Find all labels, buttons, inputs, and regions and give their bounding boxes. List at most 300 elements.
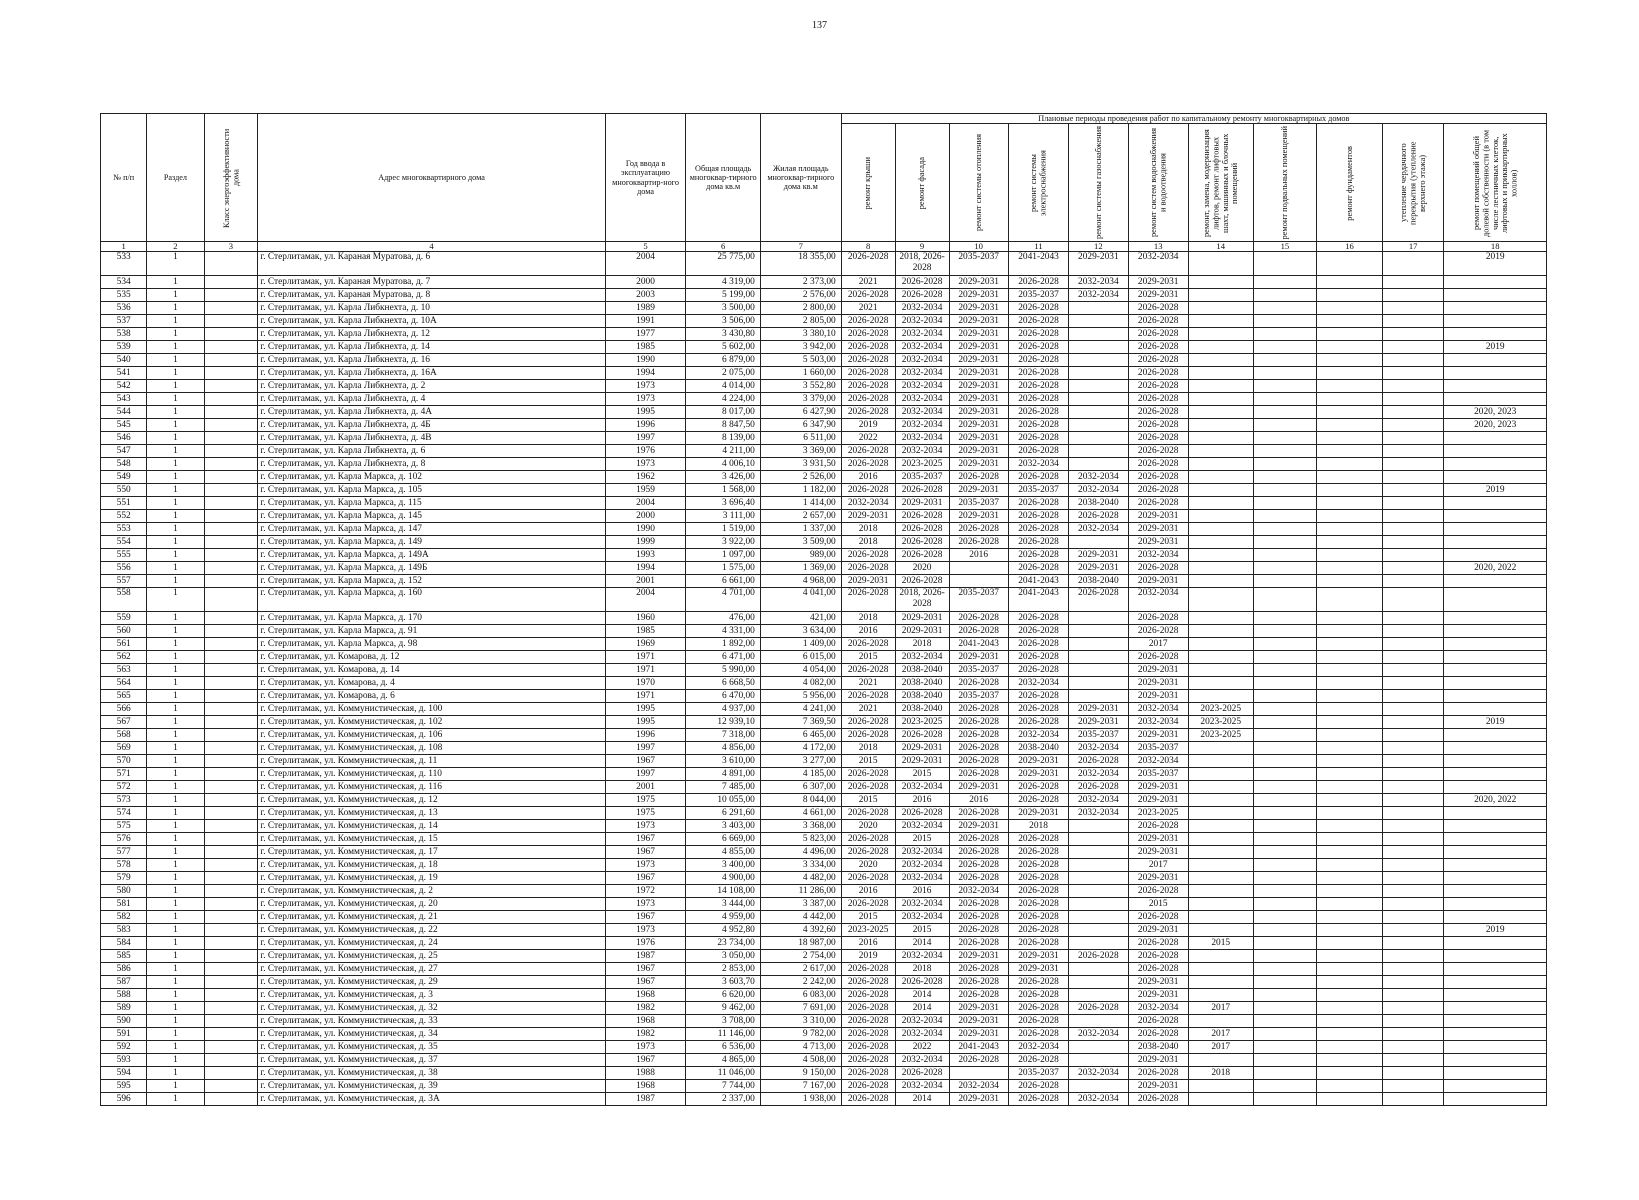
cell-no: 533 xyxy=(101,252,147,276)
cell-foundation xyxy=(1317,458,1383,471)
cell-basement xyxy=(1253,976,1317,989)
cell-basement xyxy=(1253,367,1317,380)
cell-living-area: 3 379,00 xyxy=(760,393,841,406)
page-number: 137 xyxy=(812,20,827,31)
cell-heating: 2016 xyxy=(949,794,1008,807)
cell-heating: 2029-2031 xyxy=(949,393,1008,406)
cell-section: 1 xyxy=(147,497,204,510)
cell-basement xyxy=(1253,664,1317,677)
cell-class xyxy=(204,612,258,625)
header-foundation: ремонт фундаментов xyxy=(1317,124,1383,242)
cell-class xyxy=(204,911,258,924)
cell-roof: 2020 xyxy=(841,859,895,872)
cell-total-area: 23 734,00 xyxy=(686,937,760,950)
cell-common xyxy=(1444,510,1547,523)
cell-heating: 2035-2037 xyxy=(949,252,1008,276)
cell-year: 1968 xyxy=(605,989,686,1002)
cell-address: г. Стерлитамак, ул. Карла Маркса, д. 98 xyxy=(258,638,605,651)
table-row xyxy=(101,625,1547,638)
cell-heating: 2035-2037 xyxy=(949,664,1008,677)
cell-total-area: 3 696,40 xyxy=(686,497,760,510)
cell-year: 1973 xyxy=(605,393,686,406)
cell-basement xyxy=(1253,562,1317,575)
cell-address: г. Стерлитамак, ул. Коммунистическая, д. 12 xyxy=(258,794,605,807)
cell-attic xyxy=(1382,497,1443,510)
cell-section: 1 xyxy=(147,302,204,315)
cell-foundation xyxy=(1317,289,1383,302)
table-row xyxy=(101,820,1547,833)
cell-foundation xyxy=(1317,328,1383,341)
cell-water: 2029-2031 xyxy=(1128,729,1188,742)
cell-address: г. Стерлитамак, ул. Карла Либкнехта, д. 6 xyxy=(258,445,605,458)
cell-common: 2019 xyxy=(1444,924,1547,937)
cell-foundation xyxy=(1317,1002,1383,1015)
cell-basement xyxy=(1253,380,1317,393)
cell-water: 2026-2028 xyxy=(1128,367,1188,380)
cell-no: 557 xyxy=(101,575,147,588)
cell-year: 1967 xyxy=(605,846,686,859)
cell-electric: 2035-2037 xyxy=(1008,1067,1068,1080)
cell-foundation xyxy=(1317,989,1383,1002)
cell-electric: 2026-2028 xyxy=(1008,625,1068,638)
cell-year: 1967 xyxy=(605,872,686,885)
cell-roof: 2026-2028 xyxy=(841,393,895,406)
cell-elevator: 2023-2025 xyxy=(1188,703,1253,716)
cell-basement xyxy=(1253,497,1317,510)
cell-roof: 2019 xyxy=(841,950,895,963)
cell-class xyxy=(204,1015,258,1028)
cell-class xyxy=(204,976,258,989)
cell-gas: 2032-2034 xyxy=(1069,289,1128,302)
cell-living-area: 3 380,10 xyxy=(760,328,841,341)
cell-heating: 2026-2028 xyxy=(949,703,1008,716)
cell-class xyxy=(204,833,258,846)
cell-living-area: 6 465,00 xyxy=(760,729,841,742)
cell-foundation xyxy=(1317,846,1383,859)
cell-roof: 2026-2028 xyxy=(841,445,895,458)
cell-electric: 2029-2031 xyxy=(1008,950,1068,963)
cell-facade: 2026-2028 xyxy=(895,276,949,289)
cell-total-area: 7 318,00 xyxy=(686,729,760,742)
cell-foundation xyxy=(1317,341,1383,354)
cell-address: г. Стерлитамак, ул. Карла Маркса, д. 115 xyxy=(258,497,605,510)
cell-total-area: 6 669,00 xyxy=(686,833,760,846)
cell-common: 2020, 2023 xyxy=(1444,419,1547,432)
cell-electric: 2038-2040 xyxy=(1008,742,1068,755)
cell-facade: 2026-2028 xyxy=(895,510,949,523)
cell-class xyxy=(204,1002,258,1015)
cell-attic xyxy=(1382,289,1443,302)
cell-basement xyxy=(1253,794,1317,807)
cell-heating: 2026-2028 xyxy=(949,716,1008,729)
cell-facade: 2032-2034 xyxy=(895,846,949,859)
cell-roof: 2026-2028 xyxy=(841,664,895,677)
cell-basement xyxy=(1253,716,1317,729)
cell-facade: 2018 xyxy=(895,963,949,976)
cell-water: 2026-2028 xyxy=(1128,911,1188,924)
cell-facade: 2026-2028 xyxy=(895,729,949,742)
cell-total-area: 3 708,00 xyxy=(686,1015,760,1028)
cell-basement xyxy=(1253,1093,1317,1106)
cell-total-area: 11 046,00 xyxy=(686,1067,760,1080)
cell-elevator xyxy=(1188,638,1253,651)
header-elevator: ремонт, замена, модернизация лифтов, ремонт лифтовых шахт, машинных и блочных помещений xyxy=(1188,124,1253,242)
table-row xyxy=(101,963,1547,976)
cell-facade: 2014 xyxy=(895,937,949,950)
header-living-area: Жилая площадь многоквар-тирного дома кв.м xyxy=(760,114,841,242)
cell-gas xyxy=(1069,690,1128,703)
cell-living-area: 1 182,00 xyxy=(760,484,841,497)
cell-year: 1996 xyxy=(605,729,686,742)
cell-year: 1989 xyxy=(605,302,686,315)
cell-no: 546 xyxy=(101,432,147,445)
cell-total-area: 6 879,00 xyxy=(686,354,760,367)
cell-elevator xyxy=(1188,625,1253,638)
cell-section: 1 xyxy=(147,820,204,833)
cell-facade: 2032-2034 xyxy=(895,302,949,315)
table-row xyxy=(101,445,1547,458)
cell-electric: 2032-2034 xyxy=(1008,1041,1068,1054)
cell-elevator xyxy=(1188,406,1253,419)
cell-total-area: 4 319,00 xyxy=(686,276,760,289)
cell-facade: 2016 xyxy=(895,794,949,807)
cell-gas: 2029-2031 xyxy=(1069,703,1128,716)
cell-water: 2026-2028 xyxy=(1128,612,1188,625)
cell-heating: 2029-2031 xyxy=(949,1002,1008,1015)
col-num-cell: 12 xyxy=(1069,242,1128,252)
cell-common xyxy=(1444,549,1547,562)
cell-roof: 2015 xyxy=(841,755,895,768)
cell-year: 1973 xyxy=(605,820,686,833)
cell-water: 2023-2025 xyxy=(1128,807,1188,820)
cell-elevator xyxy=(1188,794,1253,807)
cell-year: 1973 xyxy=(605,859,686,872)
table-row xyxy=(101,393,1547,406)
cell-heating: 2035-2037 xyxy=(949,690,1008,703)
cell-living-area: 2 657,00 xyxy=(760,510,841,523)
header-heating: ремонт системы отопления xyxy=(949,124,1008,242)
cell-year: 1985 xyxy=(605,625,686,638)
cell-no: 541 xyxy=(101,367,147,380)
cell-class xyxy=(204,536,258,549)
cell-water: 2029-2031 xyxy=(1128,276,1188,289)
cell-living-area: 3 334,00 xyxy=(760,859,841,872)
table-row xyxy=(101,1054,1547,1067)
cell-section: 1 xyxy=(147,419,204,432)
cell-living-area: 7 691,00 xyxy=(760,1002,841,1015)
cell-section: 1 xyxy=(147,276,204,289)
header-address: Адрес многоквартирного дома xyxy=(258,114,605,242)
cell-gas xyxy=(1069,963,1128,976)
cell-class xyxy=(204,393,258,406)
cell-gas: 2032-2034 xyxy=(1069,807,1128,820)
cell-attic xyxy=(1382,354,1443,367)
cell-attic xyxy=(1382,588,1443,612)
cell-facade: 2023-2025 xyxy=(895,716,949,729)
cell-total-area: 4 865,00 xyxy=(686,1054,760,1067)
cell-total-area: 3 603,70 xyxy=(686,976,760,989)
table-row xyxy=(101,950,1547,963)
cell-section: 1 xyxy=(147,963,204,976)
cell-total-area: 7 485,00 xyxy=(686,781,760,794)
cell-electric: 2026-2028 xyxy=(1008,1080,1068,1093)
cell-electric: 2026-2028 xyxy=(1008,690,1068,703)
cell-electric: 2026-2028 xyxy=(1008,898,1068,911)
cell-no: 561 xyxy=(101,638,147,651)
cell-water: 2026-2028 xyxy=(1128,419,1188,432)
cell-attic xyxy=(1382,458,1443,471)
table-row xyxy=(101,742,1547,755)
cell-total-area: 2 853,00 xyxy=(686,963,760,976)
cell-section: 1 xyxy=(147,367,204,380)
cell-attic xyxy=(1382,367,1443,380)
cell-foundation xyxy=(1317,1041,1383,1054)
cell-roof: 2026-2028 xyxy=(841,1080,895,1093)
cell-elevator xyxy=(1188,458,1253,471)
cell-basement xyxy=(1253,302,1317,315)
cell-address: г. Стерлитамак, ул. Коммунистическая, д. 17 xyxy=(258,846,605,859)
cell-facade: 2015 xyxy=(895,833,949,846)
cell-address: г. Стерлитамак, ул. Караная Муратова, д. 7 xyxy=(258,276,605,289)
cell-class xyxy=(204,755,258,768)
cell-total-area: 6 536,00 xyxy=(686,1041,760,1054)
cell-no: 580 xyxy=(101,885,147,898)
cell-foundation xyxy=(1317,1015,1383,1028)
cell-heating: 2026-2028 xyxy=(949,859,1008,872)
cell-facade: 2032-2034 xyxy=(895,820,949,833)
cell-total-area: 8 017,00 xyxy=(686,406,760,419)
cell-year: 1982 xyxy=(605,1002,686,1015)
cell-section: 1 xyxy=(147,588,204,612)
cell-class xyxy=(204,729,258,742)
cell-address: г. Стерлитамак, ул. Карла Либкнехта, д. 4Б xyxy=(258,419,605,432)
cell-electric: 2032-2034 xyxy=(1008,458,1068,471)
cell-gas: 2032-2034 xyxy=(1069,1067,1128,1080)
cell-section: 1 xyxy=(147,1093,204,1106)
cell-address: г. Стерлитамак, ул. Коммунистическая, д. 25 xyxy=(258,950,605,963)
cell-electric: 2026-2028 xyxy=(1008,859,1068,872)
cell-basement xyxy=(1253,820,1317,833)
cell-section: 1 xyxy=(147,664,204,677)
cell-basement xyxy=(1253,510,1317,523)
cell-electric: 2026-2028 xyxy=(1008,989,1068,1002)
cell-living-area: 4 713,00 xyxy=(760,1041,841,1054)
cell-living-area: 2 617,00 xyxy=(760,963,841,976)
cell-no: 542 xyxy=(101,380,147,393)
cell-heating: 2026-2028 xyxy=(949,625,1008,638)
cell-heating: 2029-2031 xyxy=(949,380,1008,393)
cell-common xyxy=(1444,742,1547,755)
cell-electric: 2035-2037 xyxy=(1008,289,1068,302)
cell-facade: 2026-2028 xyxy=(895,807,949,820)
cell-no: 545 xyxy=(101,419,147,432)
cell-living-area: 989,00 xyxy=(760,549,841,562)
cell-basement xyxy=(1253,406,1317,419)
cell-year: 2003 xyxy=(605,289,686,302)
table-row xyxy=(101,677,1547,690)
col-num-cell: 13 xyxy=(1128,242,1188,252)
cell-common xyxy=(1444,963,1547,976)
cell-no: 586 xyxy=(101,963,147,976)
cell-heating xyxy=(949,562,1008,575)
cell-gas xyxy=(1069,833,1128,846)
cell-living-area: 3 277,00 xyxy=(760,755,841,768)
col-num-cell: 2 xyxy=(147,242,204,252)
table-row xyxy=(101,252,1547,276)
cell-living-area: 4 041,00 xyxy=(760,588,841,612)
cell-roof: 2021 xyxy=(841,302,895,315)
cell-roof: 2026-2028 xyxy=(841,406,895,419)
cell-roof: 2026-2028 xyxy=(841,1028,895,1041)
cell-section: 1 xyxy=(147,755,204,768)
cell-gas: 2032-2034 xyxy=(1069,1028,1128,1041)
cell-attic xyxy=(1382,1041,1443,1054)
cell-elevator xyxy=(1188,612,1253,625)
cell-facade: 2038-2040 xyxy=(895,703,949,716)
cell-elevator xyxy=(1188,536,1253,549)
cell-no: 593 xyxy=(101,1054,147,1067)
cell-living-area: 4 185,00 xyxy=(760,768,841,781)
header-class: Класс энергоэффективности дома xyxy=(204,114,258,242)
table-row xyxy=(101,302,1547,315)
cell-total-area: 5 990,00 xyxy=(686,664,760,677)
cell-facade: 2018 xyxy=(895,638,949,651)
cell-class xyxy=(204,664,258,677)
header-total-area: Общая площадь многоквар-тирного дома кв.м xyxy=(686,114,760,242)
cell-attic xyxy=(1382,885,1443,898)
cell-electric: 2026-2028 xyxy=(1008,976,1068,989)
cell-basement xyxy=(1253,937,1317,950)
cell-heating: 2029-2031 xyxy=(949,484,1008,497)
cell-year: 1967 xyxy=(605,911,686,924)
cell-class xyxy=(204,458,258,471)
cell-water: 2032-2034 xyxy=(1128,703,1188,716)
cell-basement xyxy=(1253,252,1317,276)
cell-section: 1 xyxy=(147,549,204,562)
cell-electric: 2026-2028 xyxy=(1008,638,1068,651)
cell-total-area: 8 847,50 xyxy=(686,419,760,432)
cell-attic xyxy=(1382,419,1443,432)
table-row xyxy=(101,937,1547,950)
cell-total-area: 1 097,00 xyxy=(686,549,760,562)
table-row xyxy=(101,1002,1547,1015)
cell-foundation xyxy=(1317,755,1383,768)
cell-basement xyxy=(1253,898,1317,911)
header-attic: утепление чердачного перекрытия (утепление верхнего этажа) xyxy=(1382,124,1443,242)
cell-section: 1 xyxy=(147,471,204,484)
cell-no: 581 xyxy=(101,898,147,911)
cell-attic xyxy=(1382,820,1443,833)
cell-elevator xyxy=(1188,252,1253,276)
table-row xyxy=(101,703,1547,716)
cell-heating: 2026-2028 xyxy=(949,911,1008,924)
cell-common xyxy=(1444,575,1547,588)
cell-elevator: 2017 xyxy=(1188,1028,1253,1041)
cell-roof: 2021 xyxy=(841,703,895,716)
cell-section: 1 xyxy=(147,445,204,458)
cell-electric: 2029-2031 xyxy=(1008,963,1068,976)
cell-facade: 2032-2034 xyxy=(895,1080,949,1093)
table-row xyxy=(101,575,1547,588)
cell-roof: 2026-2028 xyxy=(841,354,895,367)
cell-water: 2029-2031 xyxy=(1128,781,1188,794)
cell-address: г. Стерлитамак, ул. Карла Маркса, д. 147 xyxy=(258,523,605,536)
cell-total-area: 1 892,00 xyxy=(686,638,760,651)
cell-address: г. Стерлитамак, ул. Коммунистическая, д. 39 xyxy=(258,1080,605,1093)
cell-section: 1 xyxy=(147,406,204,419)
cell-basement xyxy=(1253,484,1317,497)
cell-basement xyxy=(1253,276,1317,289)
cell-address: г. Стерлитамак, ул. Коммунистическая, д. 13 xyxy=(258,807,605,820)
cell-gas: 2029-2031 xyxy=(1069,562,1128,575)
cell-total-area: 4 701,00 xyxy=(686,588,760,612)
cell-foundation xyxy=(1317,432,1383,445)
cell-common xyxy=(1444,885,1547,898)
cell-roof: 2016 xyxy=(841,625,895,638)
cell-year: 1987 xyxy=(605,1093,686,1106)
cell-total-area: 4 331,00 xyxy=(686,625,760,638)
cell-living-area: 1 409,00 xyxy=(760,638,841,651)
cell-water: 2026-2028 xyxy=(1128,471,1188,484)
cell-electric: 2026-2028 xyxy=(1008,651,1068,664)
cell-attic xyxy=(1382,846,1443,859)
cell-heating: 2029-2031 xyxy=(949,302,1008,315)
cell-class xyxy=(204,497,258,510)
column-number-row xyxy=(101,242,1547,252)
cell-heating: 2029-2031 xyxy=(949,651,1008,664)
cell-living-area: 4 508,00 xyxy=(760,1054,841,1067)
table-row xyxy=(101,458,1547,471)
cell-basement xyxy=(1253,807,1317,820)
cell-address: г. Стерлитамак, ул. Караная Муратова, д. 6 xyxy=(258,252,605,276)
cell-gas xyxy=(1069,625,1128,638)
cell-common xyxy=(1444,380,1547,393)
table-row xyxy=(101,536,1547,549)
cell-attic xyxy=(1382,989,1443,1002)
cell-address: г. Стерлитамак, ул. Карла Маркса, д. 152 xyxy=(258,575,605,588)
cell-elevator xyxy=(1188,341,1253,354)
cell-living-area: 3 634,00 xyxy=(760,625,841,638)
cell-roof: 2026-2028 xyxy=(841,315,895,328)
cell-foundation xyxy=(1317,937,1383,950)
cell-facade: 2026-2028 xyxy=(895,976,949,989)
cell-gas xyxy=(1069,1015,1128,1028)
cell-roof: 2018 xyxy=(841,536,895,549)
cell-class xyxy=(204,419,258,432)
cell-section: 1 xyxy=(147,872,204,885)
cell-foundation xyxy=(1317,1067,1383,1080)
cell-gas: 2032-2034 xyxy=(1069,484,1128,497)
cell-water: 2029-2031 xyxy=(1128,1054,1188,1067)
cell-total-area: 3 922,00 xyxy=(686,536,760,549)
cell-elevator xyxy=(1188,562,1253,575)
cell-living-area: 8 044,00 xyxy=(760,794,841,807)
cell-facade: 2029-2031 xyxy=(895,497,949,510)
cell-heating: 2029-2031 xyxy=(949,1028,1008,1041)
cell-class xyxy=(204,989,258,1002)
cell-basement xyxy=(1253,885,1317,898)
cell-gas: 2038-2040 xyxy=(1069,497,1128,510)
cell-common xyxy=(1444,820,1547,833)
cell-common xyxy=(1444,1028,1547,1041)
cell-gas xyxy=(1069,859,1128,872)
cell-water: 2026-2028 xyxy=(1128,406,1188,419)
cell-year: 2001 xyxy=(605,781,686,794)
capital-repair-table xyxy=(100,113,1547,1106)
cell-basement xyxy=(1253,1067,1317,1080)
cell-section: 1 xyxy=(147,742,204,755)
cell-facade: 2038-2040 xyxy=(895,664,949,677)
